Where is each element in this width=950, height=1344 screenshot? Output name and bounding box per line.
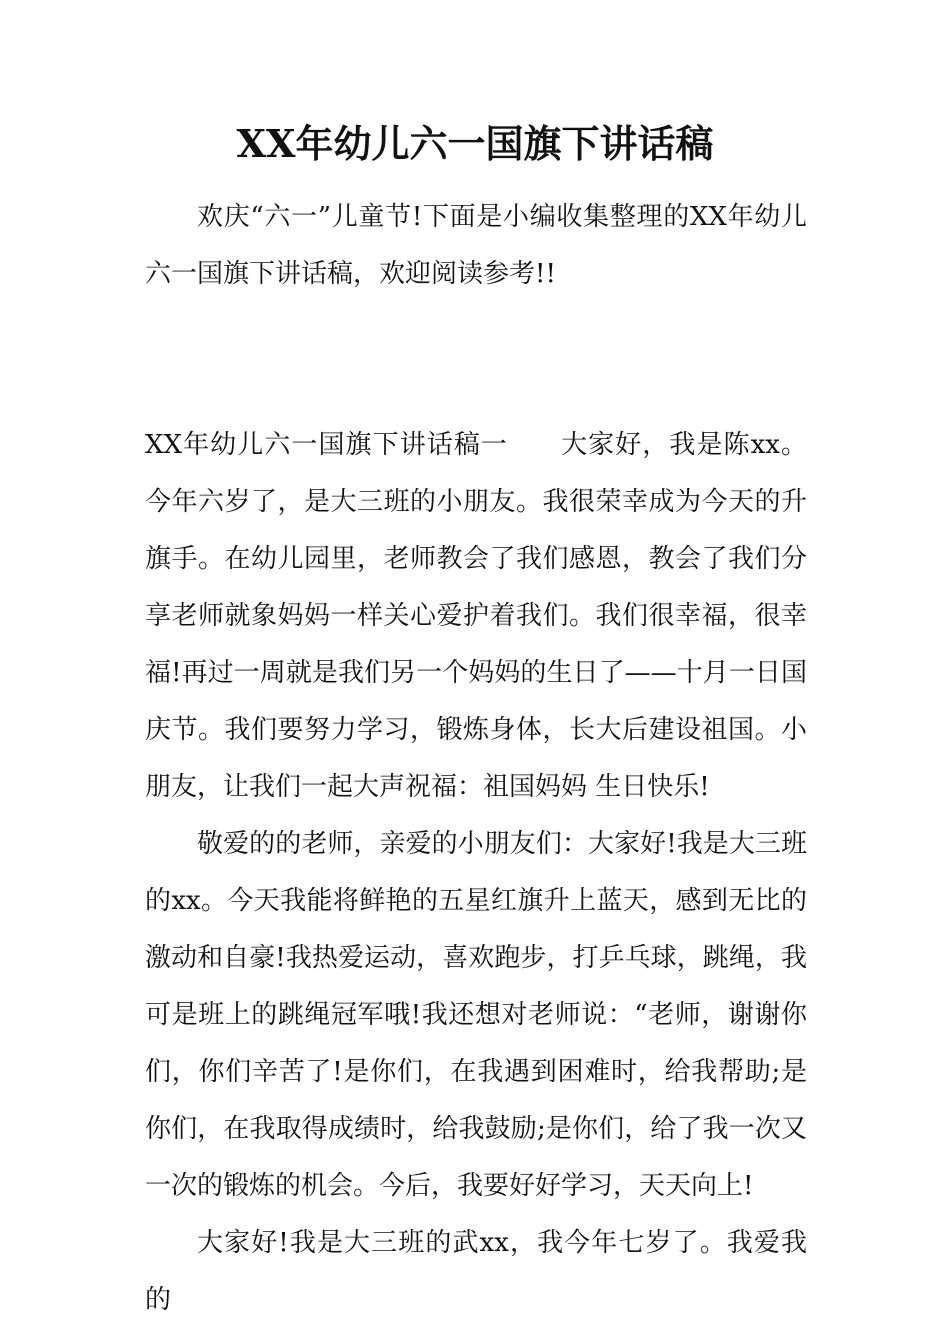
speech-paragraph-1: 大家好，我是陈xx。今年六岁了，是大三班的小朋友。我很荣幸成为今天的升旗手。在幼儿园里，老师教会了我们感恩，教会了我们分享老师就象妈妈一样关心爱护着我们。我们很幸福，很幸福!再过一周就是我们另一个妈妈的生日了——十月一日国庆节。我们要努力学习，锻炼身体，长大后建设祖国。小朋友，让我们一起大声祝福：祖国妈妈 生日快乐! [145, 430, 807, 802]
section-paragraph [145, 417, 807, 816]
paragraph-gap [145, 303, 807, 360]
speech-paragraph-2: 敬爱的的老师，亲爱的小朋友们：大家好!我是大三班的xx。今天我能将鲜艳的五星红旗升上蓝天，感到无比的激动和自豪!我热爱运动，喜欢跑步，打乒乓球，跳绳，我可是班上的跳绳冠军哦!我还想对老师说：“老师，谢谢你们，你们辛苦了!是你们，在我遇到困难时，给我帮助;是你们，在我取得成绩时，给我鼓励;是你们，给了我一次又一次的锻炼的机会。今后，我要好好学习，天天向上! [145, 829, 807, 1201]
speech-paragraph-3: 大家好!我是大三班的武xx，我今年七岁了。我爱我的 [145, 1228, 807, 1315]
intro-paragraph: 欢庆“六一”儿童节!下面是小编收集整理的XX年幼儿六一国旗下讲话稿，欢迎阅读参考!! [145, 202, 807, 289]
document-body [145, 189, 807, 1329]
document-title: XX年幼儿六一国旗下讲话稿 [236, 121, 714, 166]
paragraph-gap [145, 360, 807, 417]
section-heading: XX年幼儿六一国旗下讲话稿一 [145, 430, 508, 460]
